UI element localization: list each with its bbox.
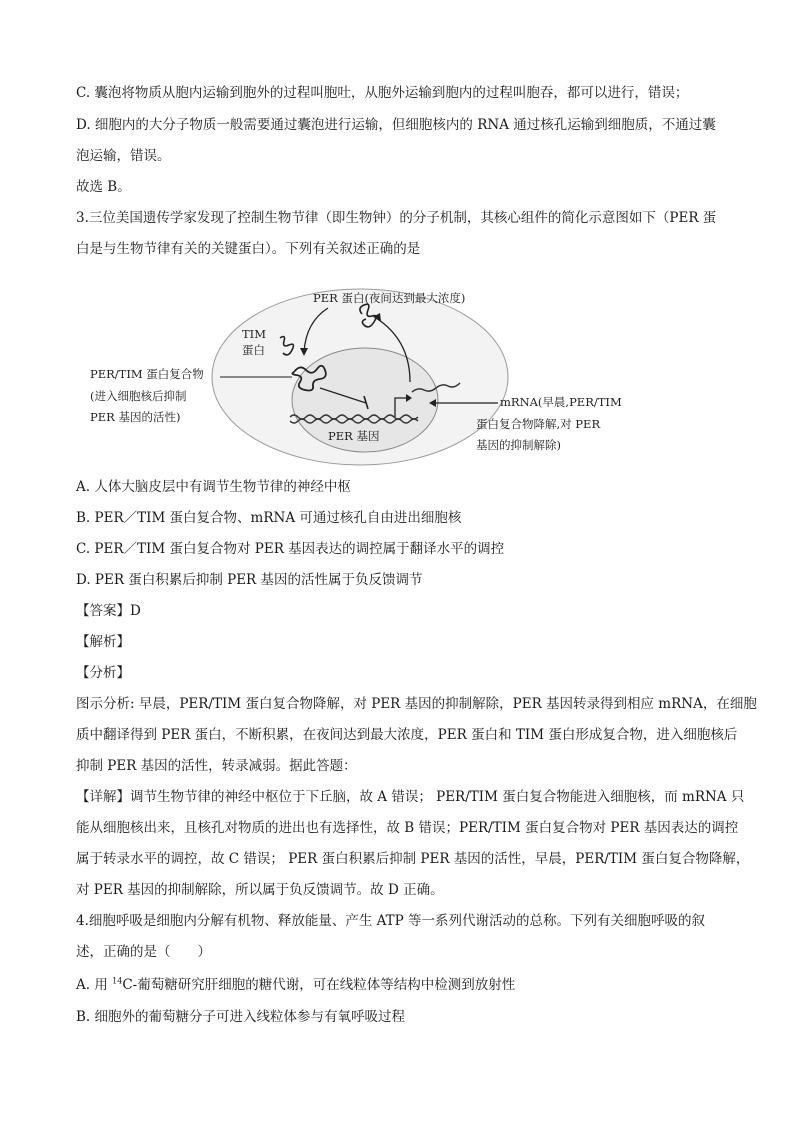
isotope-superscript: 14 (112, 976, 123, 986)
complex-label-1: PER/TIM 蛋白复合物 (90, 367, 204, 381)
q4-option-a-text: C-葡萄糖研究肝细胞的糖代谢，可在线粒体等结构中检测到放射性 (122, 977, 516, 993)
q4-option-a (76, 975, 726, 995)
tim-label-1: TIM (242, 327, 266, 341)
per-tim-diagram (80, 282, 640, 468)
jiexi-label: 【解析】 (76, 634, 130, 650)
q4-option-a-prefix: A. 用 (76, 977, 113, 993)
text-line: D. 细胞内的大分子物质一般需要通过囊泡进行运输，但细胞核内的 RNA 通过核孔运输到细胞质，不通过囊 (76, 117, 716, 133)
fenxi-label: 【分析】 (76, 665, 130, 681)
complex-label-2: (进入细胞核后抑制 (90, 389, 187, 403)
text-line: 泡运输，错误。 (76, 148, 171, 164)
detail-line: 【详解】调节生物节律的神经中枢位于下丘脑，故 A 错误； PER/TIM 蛋白复合物能进入细胞核，而 mRNA 只 (76, 789, 745, 805)
question-3-stem: 3.三位美国遗传学家发现了控制生物节律（即生物钟）的分子机制，其核心组件的简化示意图如下（PER 蛋 (76, 210, 717, 226)
question-4-stem: 述，正确的是（ ） (76, 944, 211, 960)
analysis-line: 图示分析: 早晨，PER/TIM 蛋白复合物降解，对 PER 基因的抑制解除，PER 基因转录得到相应 mRNA，在细胞 (76, 696, 757, 712)
question-3-stem: 白是与生物节律有关的关键蛋白）。下列有关叙述正确的是 (76, 241, 421, 257)
complex-label-3: PER 基因的活性) (90, 410, 181, 424)
analysis-line: 抑制 PER 基因的活性，转录减弱。据此答题： (76, 758, 357, 774)
option-c: C. PER／TIM 蛋白复合物对 PER 基因表达的调控属于翻译水平的调控 (76, 541, 505, 557)
option-b: B. PER／TIM 蛋白复合物、mRNA 可通过核孔自由进出细胞核 (76, 510, 462, 526)
detail-line: 属于转录水平的调控，故 C 错误； PER 蛋白积累后抑制 PER 基因的活性，早晨，PER/TIM 蛋白复合物降解， (76, 851, 750, 867)
text-line: C. 囊泡将物质从胞内运输到胞外的过程叫胞吐，从胞外运输到胞内的过程叫胞吞，都可以进行，错误； (76, 85, 689, 101)
mrna-label-3: 基因的抑制解除) (476, 438, 561, 452)
answer-label: 【答案】D (76, 603, 141, 619)
detail-line: 能从细胞核出来，且核孔对物质的进出也有选择性，故 B 错误；PER/TIM 蛋白复合物对 PER 基因表达的调控 (76, 820, 739, 836)
q4-option-b: B. 细胞外的葡萄糖分子可进入线粒体参与有氧呼吸过程 (76, 1009, 406, 1025)
question-4-stem: 4.细胞呼吸是细胞内分解有机物、释放能量、产生 ATP 等一系列代谢活动的总称。下列有关细胞呼吸的叙 (76, 913, 706, 929)
option-d: D. PER 蛋白积累后抑制 PER 基因的活性属于负反馈调节 (76, 572, 423, 588)
option-a: A. 人体大脑皮层中有调节生物节律的神经中枢 (76, 479, 351, 495)
per-protein-label: PER 蛋白(夜间达到最大浓度) (313, 291, 466, 305)
tim-label-2: 蛋白 (242, 343, 265, 357)
mrna-label-1: mRNA(早晨,PER/TIM (500, 395, 622, 409)
analysis-line: 质中翻译得到 PER 蛋白，不断积累，在夜间达到最大浓度，PER 蛋白和 TIM 蛋白形成复合物，进入细胞核后 (76, 727, 738, 743)
detail-line: 对 PER 基因的抑制解除，所以属于负反馈调节。故 D 正确。 (76, 882, 444, 898)
mrna-label-2: 蛋白复合物降解,对 PER (476, 417, 601, 431)
text-line: 故选 B。 (76, 179, 131, 195)
per-gene-label: PER 基因 (328, 429, 380, 443)
